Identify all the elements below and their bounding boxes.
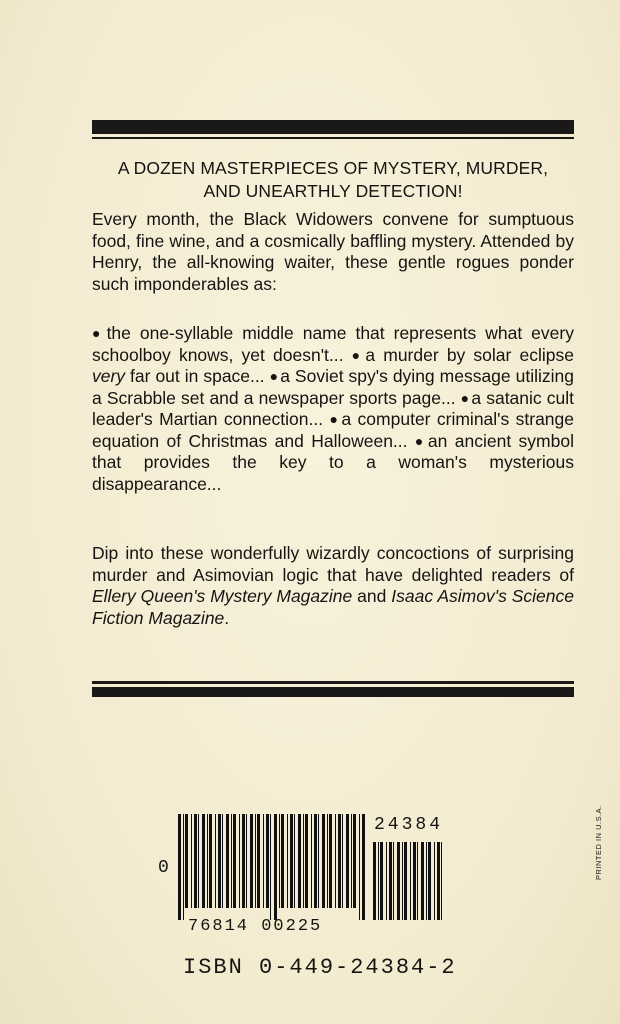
barcode-bar xyxy=(378,842,379,920)
barcode-bar xyxy=(185,814,188,908)
barcode-bar xyxy=(359,814,360,920)
barcode-bar xyxy=(202,814,205,908)
barcode-bar xyxy=(322,814,325,908)
bullet-item: a murder by solar eclipse xyxy=(365,344,574,365)
addon-barcode-bars xyxy=(373,842,445,920)
closing-text: Dip into these wonderfully wizardly concoctions of surprising murder and Asimovian logic that have delighted readers of xyxy=(92,543,574,585)
barcode-bar xyxy=(393,842,394,920)
barcode-bar xyxy=(342,814,343,908)
emphasis-text: very xyxy=(92,366,126,386)
bullet-icon: ● xyxy=(329,411,340,427)
bullet-icon: ● xyxy=(460,389,470,406)
barcode xyxy=(178,814,368,920)
isbn: ISBN 0-449-24384-2 xyxy=(183,955,457,980)
barcode-bar xyxy=(231,814,232,908)
barcode-bar xyxy=(386,842,387,920)
barcode-bar xyxy=(246,814,247,908)
barcode-bar xyxy=(266,814,269,908)
bullet-item: a Soviet spy's dying message utilizing a Scrabble set and a newspaper sports page... xyxy=(92,366,574,408)
barcode-bar xyxy=(226,814,229,908)
barcode-bar xyxy=(397,842,400,920)
barcode-bar xyxy=(281,814,284,908)
barcode-bar xyxy=(437,842,440,920)
barcode-bar xyxy=(198,814,199,908)
barcode-bar xyxy=(353,814,356,908)
bullet-item: far out in space... xyxy=(125,366,265,386)
barcode-bar xyxy=(404,842,407,920)
headline-line-1: A DOZEN MASTERPIECES OF MYSTERY, MURDER, xyxy=(117,158,549,178)
bullet-item: a computer criminal's strange equation of Christmas and Halloween... xyxy=(92,409,575,451)
barcode-bar xyxy=(329,814,332,908)
headline xyxy=(92,157,574,203)
magazine-title: Ellery Queen's Mystery Magazine xyxy=(92,586,353,606)
bullet-item: a satanic cult leader's Martian connection... xyxy=(92,387,574,429)
bullet-icon: ● xyxy=(414,432,426,449)
barcode-bar xyxy=(233,814,236,908)
bullet-item: the one-syllable middle name that represents what every schoolboy knows, yet doesn't... xyxy=(92,323,574,365)
bottom-rule xyxy=(92,687,574,697)
barcode-bar xyxy=(314,814,317,908)
barcode-bar xyxy=(257,814,260,908)
barcode-bar xyxy=(263,814,264,908)
barcode-lead-digit: 0 xyxy=(158,858,169,878)
barcode-bar xyxy=(178,814,181,920)
barcode-bar xyxy=(421,842,424,920)
barcode-bar xyxy=(351,814,352,908)
bullet-icon: ● xyxy=(269,368,279,384)
barcode-bar xyxy=(305,814,308,908)
barcode-bar xyxy=(194,814,197,908)
barcode-bar xyxy=(279,814,280,908)
bullet-paragraph xyxy=(92,323,574,495)
barcode-bar xyxy=(373,842,376,920)
bullet-icon: ● xyxy=(92,325,105,341)
barcode-bar xyxy=(413,842,416,920)
bottom-rule-thin xyxy=(92,681,574,684)
top-rule xyxy=(92,120,574,134)
printed-in-usa: PRINTED IN U.S.A. xyxy=(594,805,603,880)
barcode-bar xyxy=(218,814,221,908)
barcode-bar xyxy=(426,842,427,920)
barcode-bar xyxy=(402,842,403,920)
closing-paragraph xyxy=(92,543,574,629)
barcode-bar xyxy=(311,814,312,908)
barcode-bar xyxy=(434,842,435,920)
barcode-bar xyxy=(183,814,184,920)
barcode-bar xyxy=(362,814,365,920)
intro-paragraph: Every month, the Black Widowers convene for sumptuous food, fine wine, and a cosmically baffling mystery. Attended by Henry, the all-knowing waiter, these gentle rogues ponder such imponderables as: xyxy=(92,209,574,294)
barcode-bar xyxy=(294,814,295,908)
barcode-bar xyxy=(318,814,319,908)
barcode-bar xyxy=(335,814,336,908)
headline-line-2: AND UNEARTHLY DETECTION! xyxy=(203,181,463,201)
bullet-item: an ancient symbol that provides the key to a woman's mysterious disappearance... xyxy=(92,430,574,494)
barcode-bar xyxy=(274,814,277,920)
barcode-bar xyxy=(428,842,431,920)
price-code: 24384 xyxy=(374,815,444,835)
barcode-bar xyxy=(207,814,208,908)
barcode-bar xyxy=(287,814,288,908)
barcode-bar xyxy=(380,842,383,920)
barcode-bar xyxy=(270,814,271,920)
barcode-bar xyxy=(417,842,418,920)
barcode-digits: 76814 00225 xyxy=(188,917,323,936)
barcode-bar xyxy=(209,814,212,908)
barcode-bar xyxy=(255,814,256,908)
barcode-bar xyxy=(389,842,392,920)
barcode-bar xyxy=(215,814,216,908)
barcode-bar xyxy=(338,814,341,908)
barcode-bar xyxy=(290,814,293,908)
barcode-bars xyxy=(178,814,368,920)
barcode-bar xyxy=(222,814,223,908)
top-rule-thin xyxy=(92,137,574,139)
closing-text: . xyxy=(224,607,230,628)
barcode-bar xyxy=(327,814,328,908)
barcode-bar xyxy=(441,842,442,920)
barcode-bar xyxy=(346,814,349,908)
barcode-bar xyxy=(298,814,301,908)
barcode-bar xyxy=(239,814,240,908)
barcode-bar xyxy=(250,814,253,908)
bullet-icon: ● xyxy=(351,346,364,363)
magazine-title: Isaac Asimov's Science Fiction Magazine xyxy=(92,586,574,628)
closing-text: and xyxy=(352,586,392,606)
barcode-bar xyxy=(303,814,304,908)
barcode-bar xyxy=(191,814,192,908)
barcode-bar xyxy=(242,814,245,908)
barcode-bar xyxy=(410,842,411,920)
